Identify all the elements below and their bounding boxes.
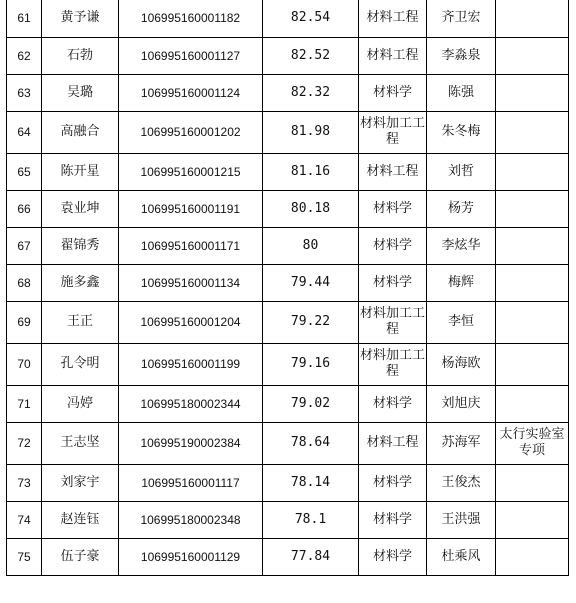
tutor-cell: 刘哲 — [427, 153, 496, 190]
tutor-cell: 齐卫宏 — [427, 0, 496, 37]
note-cell — [496, 190, 569, 227]
major-cell: 材料学 — [359, 385, 427, 422]
note-cell — [496, 74, 569, 111]
table-row — [7, 343, 569, 385]
candidate-id-cell: 106995190002384 — [119, 422, 263, 464]
row-number-cell: 68 — [7, 264, 42, 301]
row-number-cell: 66 — [7, 190, 42, 227]
student-name-cell: 刘家宇 — [42, 464, 119, 501]
student-name-cell: 翟锦秀 — [42, 227, 119, 264]
student-name-cell: 王志坚 — [42, 422, 119, 464]
student-name-cell: 石勃 — [42, 37, 119, 74]
tutor-cell: 陈强 — [427, 74, 496, 111]
table-row — [7, 227, 569, 264]
note-cell — [496, 227, 569, 264]
score-cell: 80 — [263, 227, 359, 264]
major-cell: 材料加工工程 — [359, 301, 427, 343]
score-cell: 79.44 — [263, 264, 359, 301]
candidate-id-cell: 106995160001182 — [119, 0, 263, 37]
table-body — [7, 0, 569, 575]
note-cell — [496, 301, 569, 343]
score-cell: 82.52 — [263, 37, 359, 74]
score-cell: 81.98 — [263, 111, 359, 153]
student-name-cell: 王正 — [42, 301, 119, 343]
table-row — [7, 501, 569, 538]
row-number-cell: 65 — [7, 153, 42, 190]
major-cell: 材料学 — [359, 190, 427, 227]
note-cell — [496, 153, 569, 190]
note-cell — [496, 385, 569, 422]
row-number-cell: 62 — [7, 37, 42, 74]
note-cell — [496, 501, 569, 538]
row-number-cell: 63 — [7, 74, 42, 111]
row-number-cell: 69 — [7, 301, 42, 343]
student-name-cell: 黄予谦 — [42, 0, 119, 37]
candidate-id-cell: 106995160001202 — [119, 111, 263, 153]
major-cell: 材料工程 — [359, 0, 427, 37]
score-cell: 78.14 — [263, 464, 359, 501]
table-row — [7, 422, 569, 464]
student-name-cell: 吴璐 — [42, 74, 119, 111]
row-number-cell: 72 — [7, 422, 42, 464]
score-cell: 80.18 — [263, 190, 359, 227]
major-cell: 材料学 — [359, 538, 427, 575]
score-cell: 79.16 — [263, 343, 359, 385]
table-row — [7, 301, 569, 343]
candidate-id-cell: 106995160001127 — [119, 37, 263, 74]
note-cell — [496, 0, 569, 37]
student-name-cell: 孔令明 — [42, 343, 119, 385]
major-cell: 材料学 — [359, 74, 427, 111]
candidate-id-cell: 106995160001191 — [119, 190, 263, 227]
row-number-cell: 75 — [7, 538, 42, 575]
student-name-cell: 赵连钰 — [42, 501, 119, 538]
student-name-cell: 施多鑫 — [42, 264, 119, 301]
tutor-cell: 王洪强 — [427, 501, 496, 538]
major-cell: 材料工程 — [359, 153, 427, 190]
note-cell — [496, 538, 569, 575]
candidate-id-cell: 106995180002348 — [119, 501, 263, 538]
student-name-cell: 伍子豪 — [42, 538, 119, 575]
score-cell: 81.16 — [263, 153, 359, 190]
note-cell — [496, 264, 569, 301]
score-cell: 82.54 — [263, 0, 359, 37]
tutor-cell: 刘旭庆 — [427, 385, 496, 422]
row-number-cell: 71 — [7, 385, 42, 422]
table-row — [7, 74, 569, 111]
candidate-id-cell: 106995160001117 — [119, 464, 263, 501]
table-row — [7, 37, 569, 74]
table-row — [7, 0, 569, 37]
table-row — [7, 153, 569, 190]
row-number-cell: 61 — [7, 0, 42, 37]
student-name-cell: 冯婷 — [42, 385, 119, 422]
candidate-id-cell: 106995160001171 — [119, 227, 263, 264]
tutor-cell: 王俊杰 — [427, 464, 496, 501]
score-cell: 79.22 — [263, 301, 359, 343]
candidate-id-cell: 106995180002344 — [119, 385, 263, 422]
row-number-cell: 64 — [7, 111, 42, 153]
table-row — [7, 385, 569, 422]
table-row — [7, 190, 569, 227]
major-cell: 材料学 — [359, 501, 427, 538]
note-cell — [496, 464, 569, 501]
row-number-cell: 73 — [7, 464, 42, 501]
score-cell: 79.02 — [263, 385, 359, 422]
row-number-cell: 70 — [7, 343, 42, 385]
tutor-cell: 杜乘风 — [427, 538, 496, 575]
tutor-cell: 苏海军 — [427, 422, 496, 464]
tutor-cell: 梅辉 — [427, 264, 496, 301]
table-row — [7, 538, 569, 575]
major-cell: 材料学 — [359, 264, 427, 301]
candidate-id-cell: 106995160001134 — [119, 264, 263, 301]
tutor-cell: 朱冬梅 — [427, 111, 496, 153]
row-number-cell: 74 — [7, 501, 42, 538]
tutor-cell: 李恒 — [427, 301, 496, 343]
note-cell — [496, 343, 569, 385]
student-name-cell: 陈开星 — [42, 153, 119, 190]
major-cell: 材料学 — [359, 464, 427, 501]
candidate-id-cell: 106995160001204 — [119, 301, 263, 343]
major-cell: 材料加工工程 — [359, 111, 427, 153]
note-cell — [496, 111, 569, 153]
student-name-cell: 袁业坤 — [42, 190, 119, 227]
score-cell: 78.1 — [263, 501, 359, 538]
table-row — [7, 264, 569, 301]
tutor-cell: 杨芳 — [427, 190, 496, 227]
note-cell: 太行实验室专项 — [496, 422, 569, 464]
row-number-cell: 67 — [7, 227, 42, 264]
major-cell: 材料工程 — [359, 422, 427, 464]
tutor-cell: 杨海欧 — [427, 343, 496, 385]
note-cell — [496, 37, 569, 74]
candidate-id-cell: 106995160001215 — [119, 153, 263, 190]
table-row — [7, 464, 569, 501]
score-cell: 77.84 — [263, 538, 359, 575]
candidate-id-cell: 106995160001124 — [119, 74, 263, 111]
candidate-id-cell: 106995160001199 — [119, 343, 263, 385]
table-row — [7, 111, 569, 153]
student-name-cell: 高融合 — [42, 111, 119, 153]
score-cell: 82.32 — [263, 74, 359, 111]
major-cell: 材料加工工程 — [359, 343, 427, 385]
major-cell: 材料学 — [359, 227, 427, 264]
score-cell: 78.64 — [263, 422, 359, 464]
major-cell: 材料工程 — [359, 37, 427, 74]
candidate-id-cell: 106995160001129 — [119, 538, 263, 575]
tutor-cell: 李炫华 — [427, 227, 496, 264]
tutor-cell: 李淼泉 — [427, 37, 496, 74]
admission-table — [6, 0, 569, 576]
